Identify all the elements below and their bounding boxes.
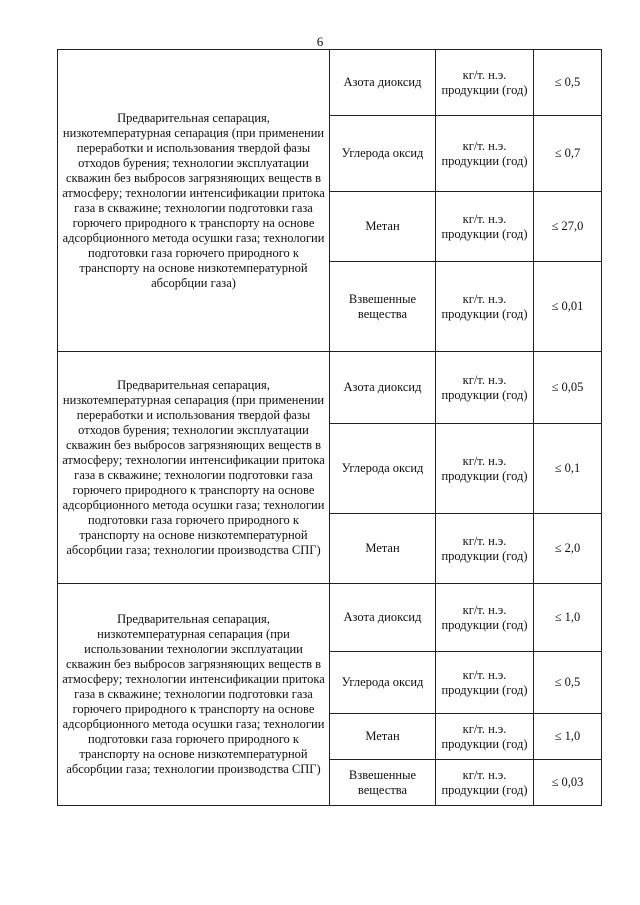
unit-cell: кг/т. н.э. продукции (год) [436, 116, 534, 192]
substance-cell: Углерода оксид [330, 116, 436, 192]
substance-cell: Взвешенные вещества [330, 760, 436, 806]
value-cell: ≤ 1,0 [534, 584, 602, 652]
substance-cell: Углерода оксид [330, 652, 436, 714]
unit-cell: кг/т. н.э. продукции (год) [436, 352, 534, 424]
substance-cell: Метан [330, 714, 436, 760]
value-cell: ≤ 0,05 [534, 352, 602, 424]
value-cell: ≤ 0,5 [534, 50, 602, 116]
substance-cell: Азота диоксид [330, 50, 436, 116]
unit-cell: кг/т. н.э. продукции (год) [436, 652, 534, 714]
table-row [58, 584, 602, 652]
substance-cell: Взвешенные вещества [330, 262, 436, 352]
value-cell: ≤ 0,03 [534, 760, 602, 806]
substance-cell: Метан [330, 514, 436, 584]
process-description: Предварительная сепарация, низкотемпературная сепарация (при применении переработки и использования твердой фазы отходов бурения; технологии эксплуатации скважин без выбросов загрязняющих веществ в атмосферу; технологии интенсификации притока газа в скважине; технологии подготовки газа горючего природного к транспорту на основе адсорбционного метода осушки газа; технологии подготовки газа горючего природного к транспорту на основе низкотемпературной абсорбции газа) [58, 50, 330, 352]
substance-cell: Углерода оксид [330, 424, 436, 514]
unit-cell: кг/т. н.э. продукции (год) [436, 760, 534, 806]
value-cell: ≤ 2,0 [534, 514, 602, 584]
substance-cell: Азота диоксид [330, 352, 436, 424]
value-cell: ≤ 0,01 [534, 262, 602, 352]
unit-cell: кг/т. н.э. продукции (год) [436, 192, 534, 262]
unit-cell: кг/т. н.э. продукции (год) [436, 714, 534, 760]
unit-cell: кг/т. н.э. продукции (год) [436, 424, 534, 514]
value-cell: ≤ 0,7 [534, 116, 602, 192]
substance-cell: Метан [330, 192, 436, 262]
unit-cell: кг/т. н.э. продукции (год) [436, 584, 534, 652]
table-row [58, 50, 602, 116]
value-cell: ≤ 27,0 [534, 192, 602, 262]
table-row [58, 352, 602, 424]
unit-cell: кг/т. н.э. продукции (год) [436, 50, 534, 116]
value-cell: ≤ 1,0 [534, 714, 602, 760]
substance-cell: Азота диоксид [330, 584, 436, 652]
value-cell: ≤ 0,1 [534, 424, 602, 514]
unit-cell: кг/т. н.э. продукции (год) [436, 262, 534, 352]
process-description: Предварительная сепарация, низкотемпературная сепарация (при применении переработки и использования твердой фазы отходов бурения; технологии эксплуатации скважин без выбросов загрязняющих веществ в атмосферу; технологии интенсификации притока газа в скважине; технологии подготовки газа горючего природного к транспорту на основе адсорбционного метода осушки газа; технологии подготовки газа горючего природного к транспорту на основе низкотемпературной абсорбции газа; технологии производства СПГ) [58, 352, 330, 584]
page-number: 6 [316, 34, 324, 49]
value-cell: ≤ 0,5 [534, 652, 602, 714]
emissions-table [57, 49, 602, 806]
unit-cell: кг/т. н.э. продукции (год) [436, 514, 534, 584]
process-description: Предварительная сепарация, низкотемпературная сепарация (при использовании технологии эксплуатации скважин без выбросов загрязняющих веществ в атмосферу; технологии интенсификации притока газа в скважине; технологии подготовки газа горючего природного к транспорту на основе адсорбционного метода осушки газа; технологии подготовки газа горючего природного к транспорту на основе низкотемпературной абсорбции газа; технологии производства СПГ) [58, 584, 330, 806]
